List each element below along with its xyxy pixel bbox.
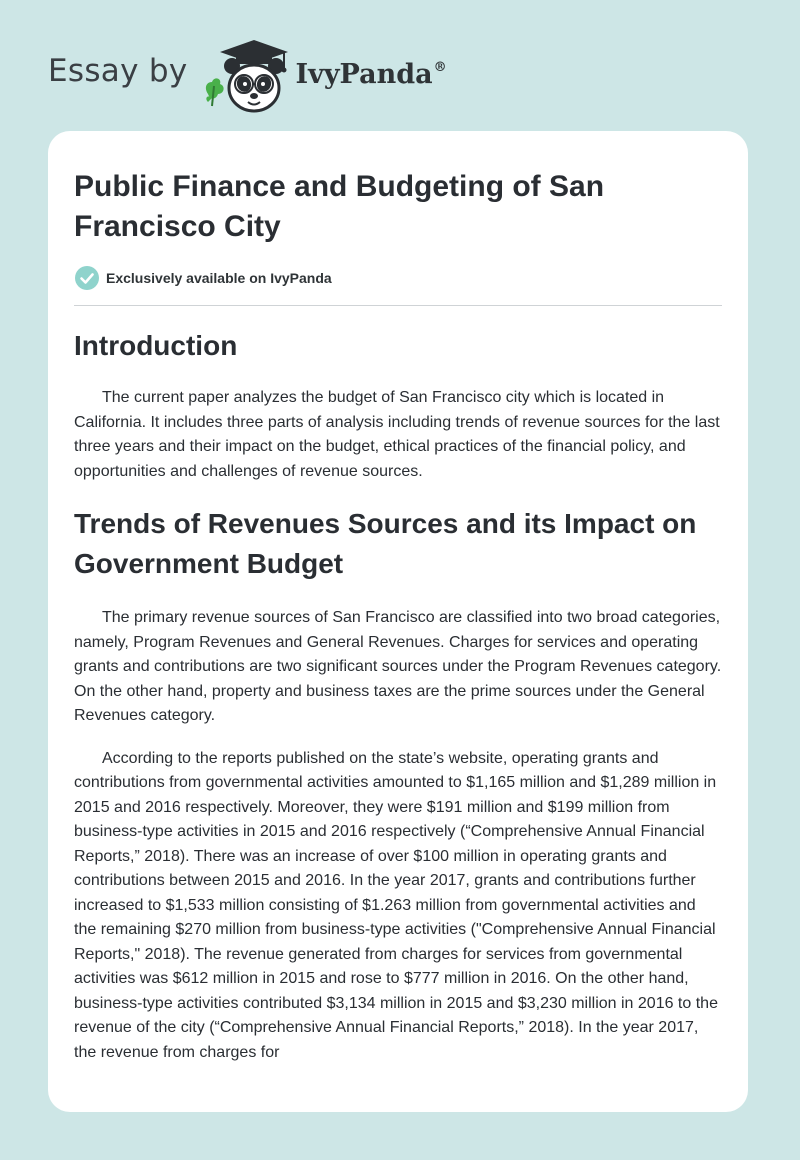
exclusive-badge xyxy=(74,265,722,291)
panda-graduate-icon[interactable] xyxy=(198,36,294,116)
site-header xyxy=(48,36,447,116)
paragraph: The current paper analyzes the budget of San Francisco city which is located in California. It includes three parts of analysis including trends of revenue sources for the last three years and their impact on the budget, ethical practices of the financial policy, and opportunities and challenges of revenue sources. xyxy=(74,389,720,480)
article-card xyxy=(48,131,748,1112)
section-trends xyxy=(74,504,722,1065)
check-circle-icon xyxy=(74,265,100,291)
section-introduction xyxy=(74,326,722,484)
ivy-leaf-icon xyxy=(205,78,223,106)
title-divider xyxy=(74,305,722,306)
paragraph: According to the reports published on the state’s website, operating grants and contributions from governmental activities amounted to $1,165 million and $1,289 million in 2015 and 2016 respectively. Moreover, they were $191 million and $199 million from business-type activities in 2015 and 2016 respectively (“Comprehensive Annual Financial Reports,” 2018). There was an increase of over $100 million in operating grants and contributions between 2015 and 2016. In the year 2017, grants and contributions further increased to $1,533 million consisting of $1.263 million from governmental activities and the remaining $270 million from business-type activities ("Comprehensive Annual Financial Reports," 2018). The revenue generated from charges for services from governmental activities was $612 million in 2015 and rose to $777 million in 2016. On the other hand, business-type activities contributed $3,134 million in 2015 and $3,230 million in 2016 to the revenue of the city (“Comprehensive Annual Financial Reports,” 2018). In the year 2017, the revenue from charges for xyxy=(74,749,718,1061)
paragraph: The primary revenue sources of San Francisco are classified into two broad categories, namely, Program Revenues and General Revenues. Charges for services and operating grants and contributions are two significant sources under the Program Revenues category. On the other hand, property and business taxes are the prime sources under the General Revenues category. xyxy=(74,609,722,724)
exclusive-badge-text: Exclusively available on IvyPanda xyxy=(106,270,332,286)
brand-name[interactable] xyxy=(296,59,447,90)
article-title: Public Finance and Budgeting of San Francisco City xyxy=(74,170,605,243)
section-heading: Trends of Revenues Sources and its Impact on Government Budget xyxy=(74,508,697,579)
section-heading: Introduction xyxy=(74,330,238,361)
brand-prefix: Essay by xyxy=(48,53,188,89)
brand-name-text: IvyPanda xyxy=(295,58,433,90)
registered-mark: ® xyxy=(433,59,447,75)
